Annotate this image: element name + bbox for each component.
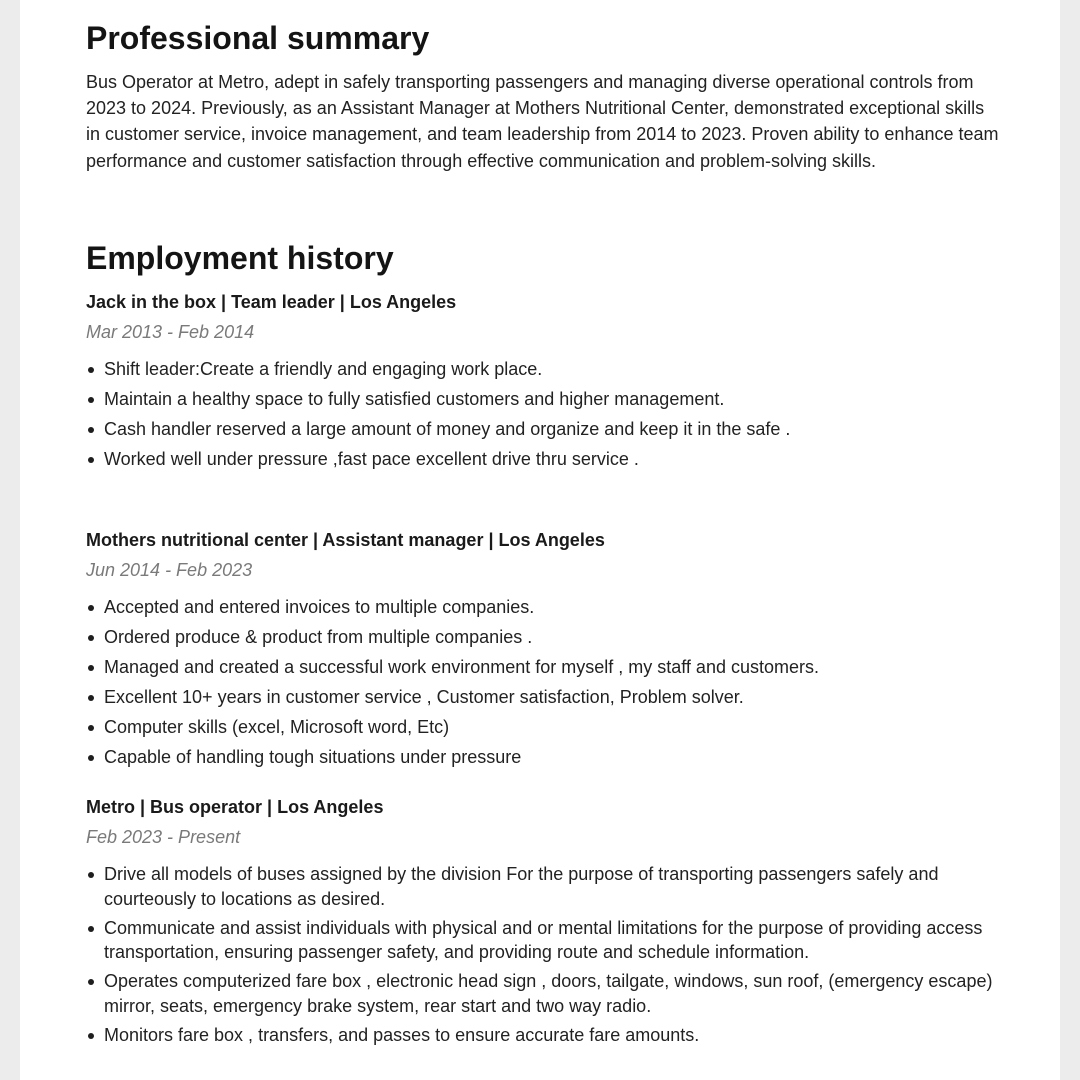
duty-item: Worked well under pressure ,fast pace excellent drive thru service . [104, 447, 1006, 472]
duty-item: Excellent 10+ years in customer service , Customer satisfaction, Problem solver. [104, 685, 1006, 710]
job-entry-jack-in-the-box [86, 290, 1006, 477]
duty-item: Monitors fare box , transfers, and passes to ensure accurate fare amounts. [104, 1023, 1006, 1048]
job-duties-list [86, 595, 1006, 770]
duty-item: Managed and created a successful work environment for myself , my staff and customers. [104, 655, 1006, 680]
duty-item: Accepted and entered invoices to multiple companies. [104, 595, 1006, 620]
job-heading: Jack in the box | Team leader | Los Angeles [86, 292, 457, 312]
job-dates: Jun 2014 - Feb 2023 [86, 560, 253, 580]
job-heading: Metro | Bus operator | Los Angeles [86, 797, 384, 817]
duty-item: Capable of handling tough situations under pressure [104, 745, 1006, 770]
duty-item: Ordered produce & product from multiple companies . [104, 625, 1006, 650]
job-dates: Mar 2013 - Feb 2014 [86, 322, 255, 342]
job-heading: Mothers nutritional center | Assistant manager | Los Angeles [86, 530, 605, 550]
duty-item: Operates computerized fare box , electronic head sign , doors, tailgate, windows, sun roof, (emergency escape) mirror, seats, emergency brake system, rear start and two way radio. [104, 969, 1006, 1018]
job-dates: Feb 2023 - Present [86, 827, 241, 847]
job-entry-mothers-nutritional-center [86, 528, 1006, 775]
job-duties-list [86, 357, 1006, 472]
duty-item: Computer skills (excel, Microsoft word, Etc) [104, 715, 1006, 740]
job-entry-metro [86, 795, 1006, 1052]
employment-history-heading: Employment history [86, 240, 394, 276]
professional-summary-heading: Professional summary [86, 20, 430, 56]
resume-page [20, 0, 1060, 1080]
job-duties-list [86, 862, 1006, 1047]
duty-item: Maintain a healthy space to fully satisfied customers and higher management. [104, 387, 1006, 412]
duty-item: Shift leader:Create a friendly and engaging work place. [104, 357, 1006, 382]
duty-item: Communicate and assist individuals with physical and or mental limitations for the purpose of providing access transportation, ensuring passenger safety, and providing route and schedule information. [104, 916, 1006, 965]
duty-item: Cash handler reserved a large amount of money and organize and keep it in the safe . [104, 417, 1006, 442]
duty-item: Drive all models of buses assigned by the division For the purpose of transporting passengers safely and courteously to locations as desired. [104, 862, 1006, 911]
professional-summary-text: Bus Operator at Metro, adept in safely transporting passengers and managing diverse operational controls from 2023 to 2024. Previously, as an Assistant Manager at Mothers Nutritional Center, demonstrated exceptional skills in customer service, invoice management, and team leadership from 2014 to 2023. Proven ability to enhance team performance and customer satisfaction through effective communication and problem-solving skills. [86, 72, 999, 171]
